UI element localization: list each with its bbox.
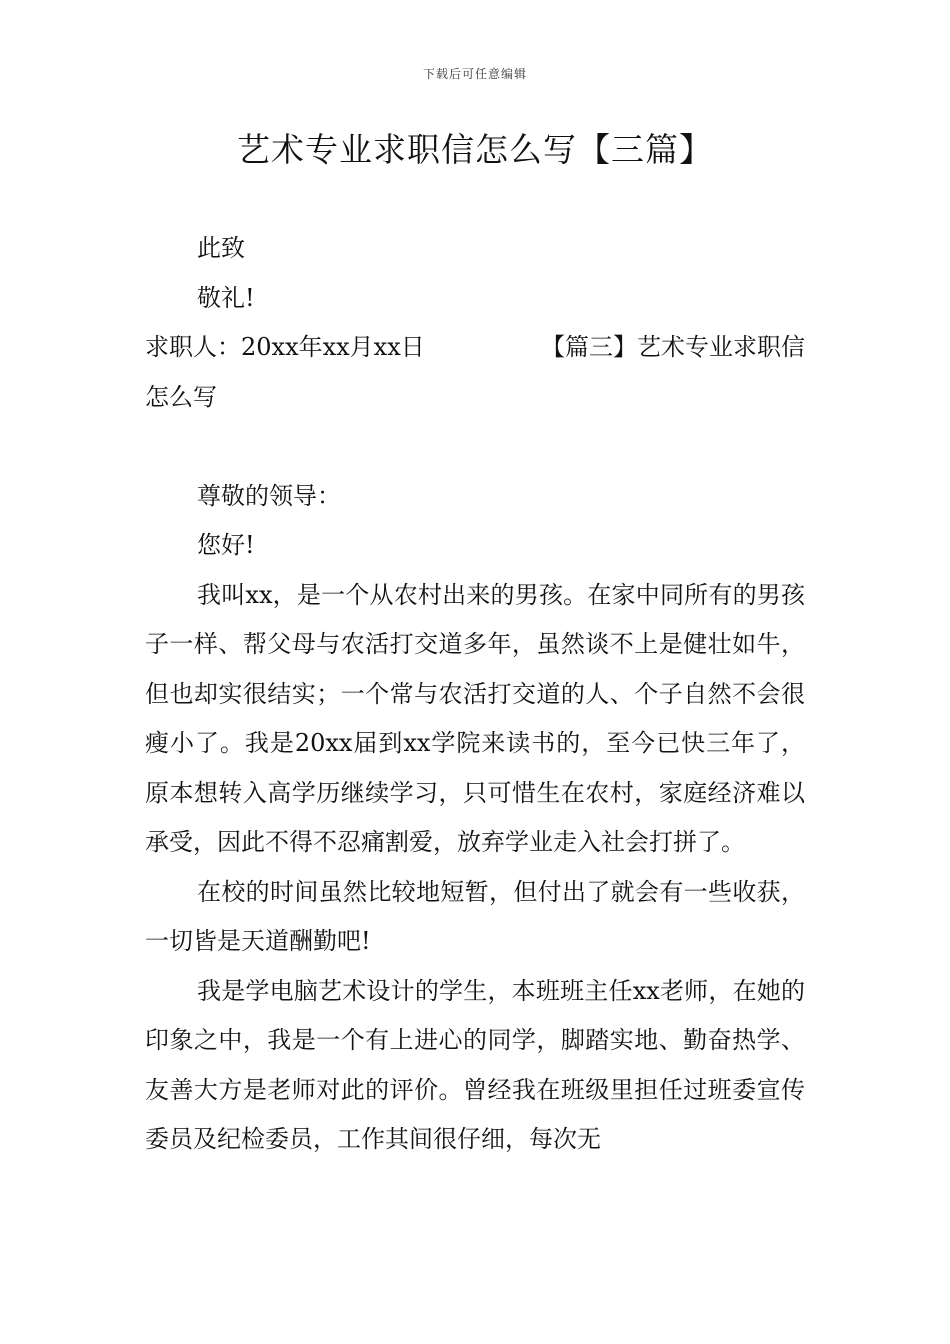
closing-line-1: 此致: [197, 234, 245, 262]
letter-greeting: 您好!: [197, 531, 255, 559]
signature-date: 求职人：20xx年xx月xx日: [145, 333, 425, 361]
section-heading-part3: 【篇三】艺术专业求职信: [541, 333, 805, 361]
signature-row: [145, 323, 805, 373]
letter-salutation: 尊敬的领导：: [197, 481, 341, 510]
letter-paragraph-3: 我是学电脑艺术设计的学生，本班班主任xx老师，在她的印象之中，我是一个有上进心的同学，脚踏实地、勤奋热学、友善大方是老师对此的评价。曾经我在班级里担任过班委宣传委员及纪检委员，工作其间很仔细，每次无: [145, 976, 805, 1153]
document-body: [145, 224, 805, 1165]
closing-line-2: 敬礼!: [197, 283, 255, 312]
letter-paragraph-1: 我叫xx，是一个从农村出来的男孩。在家中同所有的男孩子一样、帮父母与农活打交道多年，虽然谈不上是健壮如牛，但也却实很结实；一个常与农活打交道的人、个子自然不会很瘦小了。我是20xx届到xx学院来读书的，至今已快三年了，原本想转入高学历继续学习，只可惜生在农村，家庭经济难以承受，因此不得不忍痛割爱，放弃学业走入社会打拼了。: [145, 580, 805, 856]
blank-line: [145, 422, 805, 472]
section-heading-continuation: 怎么写: [145, 382, 217, 411]
document-title: 艺术专业求职信怎么写【三篇】: [237, 130, 713, 169]
header-note: 下载后可任意编辑: [422, 67, 527, 81]
letter-paragraph-2: 在校的时间虽然比较地短暂，但付出了就会有一些收获，一切皆是天道酬勤吧!: [145, 877, 805, 955]
